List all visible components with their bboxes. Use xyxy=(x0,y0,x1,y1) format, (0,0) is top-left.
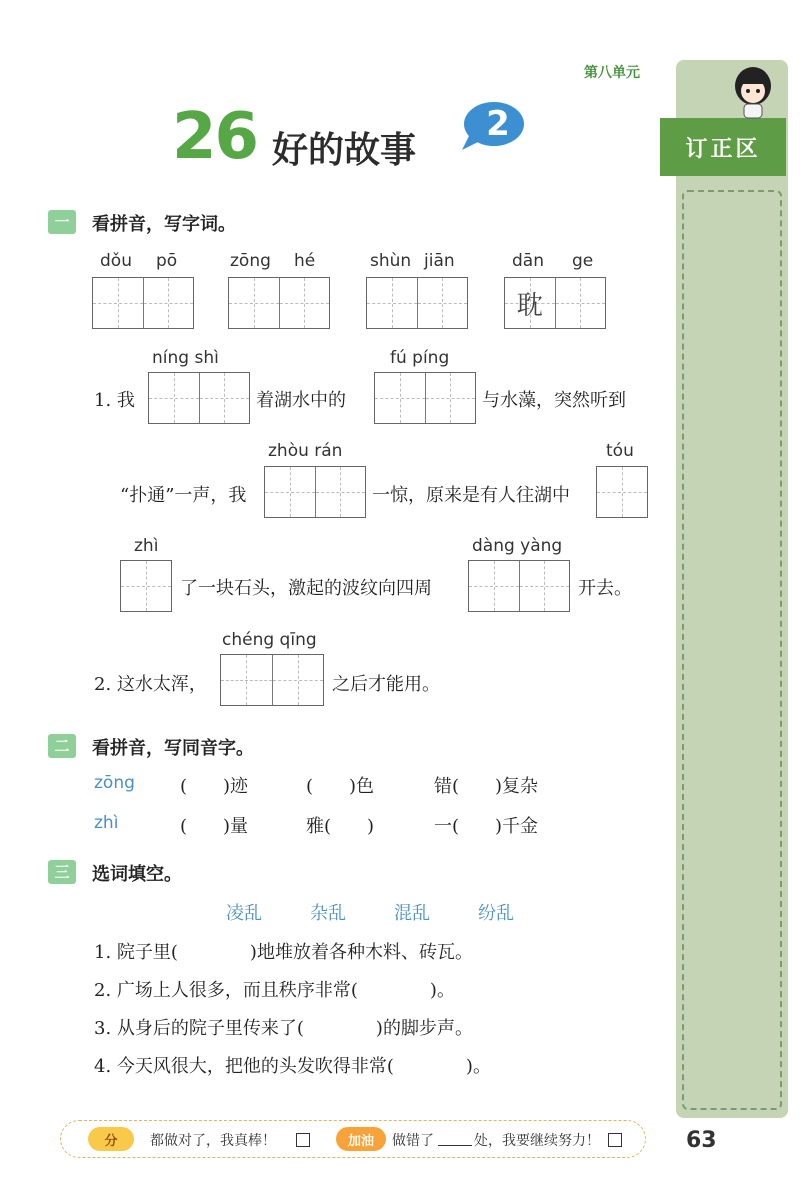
homophone-blank[interactable]: 一( )千金 xyxy=(434,816,539,837)
girl-cartoon-icon xyxy=(730,64,776,120)
correction-title: 订正区 xyxy=(685,136,761,162)
pinyin: tóu xyxy=(606,441,634,461)
homophone-blank[interactable]: ( )色 xyxy=(306,776,375,797)
char-box-zonghe[interactable] xyxy=(228,277,330,329)
pinyin: zhòu rán xyxy=(268,441,343,461)
pinyin: jiān xyxy=(424,251,455,271)
sentence-text: 2. 这水太浑， xyxy=(94,674,207,695)
pinyin: pō xyxy=(156,251,178,271)
section-2-mark: 二 xyxy=(48,734,76,758)
char-box-tou[interactable] xyxy=(596,466,648,518)
lesson-number: 26 xyxy=(172,100,258,174)
char-box-dange[interactable]: 耽 xyxy=(504,277,606,329)
pinyin: fú píng xyxy=(390,348,450,368)
section-3-title: 选词填空。 xyxy=(92,864,182,885)
pinyin: dǒu xyxy=(100,251,132,271)
word-option: 杂乱 xyxy=(310,903,346,924)
pinyin: shùn xyxy=(370,251,412,271)
char-box-shunjian[interactable] xyxy=(366,277,468,329)
unit-label: 第八单元 xyxy=(584,65,640,81)
word-option: 混乱 xyxy=(394,903,430,924)
char-box-ningshi[interactable] xyxy=(148,372,250,424)
char-box-doupo[interactable] xyxy=(92,277,194,329)
pinyin: zōng xyxy=(230,251,271,271)
homophone-blank[interactable]: 错( )复杂 xyxy=(434,776,539,797)
sentence-text: 1. 我 xyxy=(94,390,135,411)
sentence-text: 一惊，原来是有人往湖中 xyxy=(372,485,570,506)
section-1-title: 看拼音，写字词。 xyxy=(92,214,236,235)
homophone-blank[interactable]: ( )迹 xyxy=(180,776,249,797)
fill-sentence[interactable]: 1. 院子里( )地堆放着各种木料、砖瓦。 xyxy=(94,942,473,963)
pinyin: hé xyxy=(294,251,316,271)
sentence-text: 开去。 xyxy=(578,578,632,599)
mistakes-text: 做错了 xyxy=(392,1133,434,1149)
pinyin: chéng qīng xyxy=(222,630,317,650)
sentence-text: 了一块石头，激起的波纹向四周 xyxy=(180,578,432,599)
score-badge-label: 分 xyxy=(104,1133,118,1149)
homophone-pinyin: zōng xyxy=(94,773,135,793)
section-1-mark: 一 xyxy=(48,210,76,234)
cheer-badge xyxy=(336,1127,386,1151)
fill-sentence[interactable]: 3. 从身后的院子里传来了( )的脚步声。 xyxy=(94,1018,473,1039)
char-box-fuping[interactable] xyxy=(374,372,476,424)
all-correct-text: 都做对了，我真棒！ xyxy=(150,1133,276,1149)
char-box-zhi[interactable] xyxy=(120,560,172,612)
word-option: 凌乱 xyxy=(226,903,262,924)
score-badge xyxy=(88,1127,134,1151)
pinyin: dān xyxy=(512,251,544,271)
lesson-title: 好的故事 xyxy=(272,130,417,171)
char-box-zhouran[interactable] xyxy=(264,466,366,518)
homophone-pinyin: zhì xyxy=(94,813,119,833)
correction-writing-area xyxy=(682,190,782,1110)
section-2-title: 看拼音，写同音字。 xyxy=(92,738,254,759)
cheer-badge-label: 加油 xyxy=(347,1133,374,1149)
homophone-blank[interactable]: 雅( ) xyxy=(306,816,375,837)
all-correct-checkbox[interactable] xyxy=(296,1133,310,1147)
homophone-blank[interactable]: ( )量 xyxy=(180,816,249,837)
pinyin: dàng yàng xyxy=(472,536,563,556)
page-number: 63 xyxy=(686,1128,717,1153)
sentence-text: 着湖水中的 xyxy=(256,390,346,411)
pinyin: níng shì xyxy=(152,348,219,368)
char-box-chengqing[interactable] xyxy=(220,654,324,706)
sentence-text: “扑通”一声，我 xyxy=(120,485,247,506)
pinyin: ge xyxy=(572,251,594,271)
fill-sentence[interactable]: 2. 广场上人很多，而且秩序非常( )。 xyxy=(94,980,455,1001)
fill-sentence[interactable]: 4. 今天风很大，把他的头发吹得非常( )。 xyxy=(94,1056,491,1077)
mistakes-checkbox[interactable] xyxy=(608,1133,622,1147)
word-option: 纷乱 xyxy=(478,903,514,924)
sentence-text: 与水藻，突然听到 xyxy=(482,390,626,411)
mistake-count-blank[interactable] xyxy=(438,1145,472,1146)
sentence-text: 之后才能用。 xyxy=(332,674,440,695)
section-3-mark: 三 xyxy=(48,860,76,884)
pinyin: zhì xyxy=(134,536,159,556)
char-box-dangyang[interactable] xyxy=(468,560,570,612)
bubble-number: 2 xyxy=(486,104,510,144)
keep-trying-text: 处，我要继续努力！ xyxy=(474,1133,600,1149)
